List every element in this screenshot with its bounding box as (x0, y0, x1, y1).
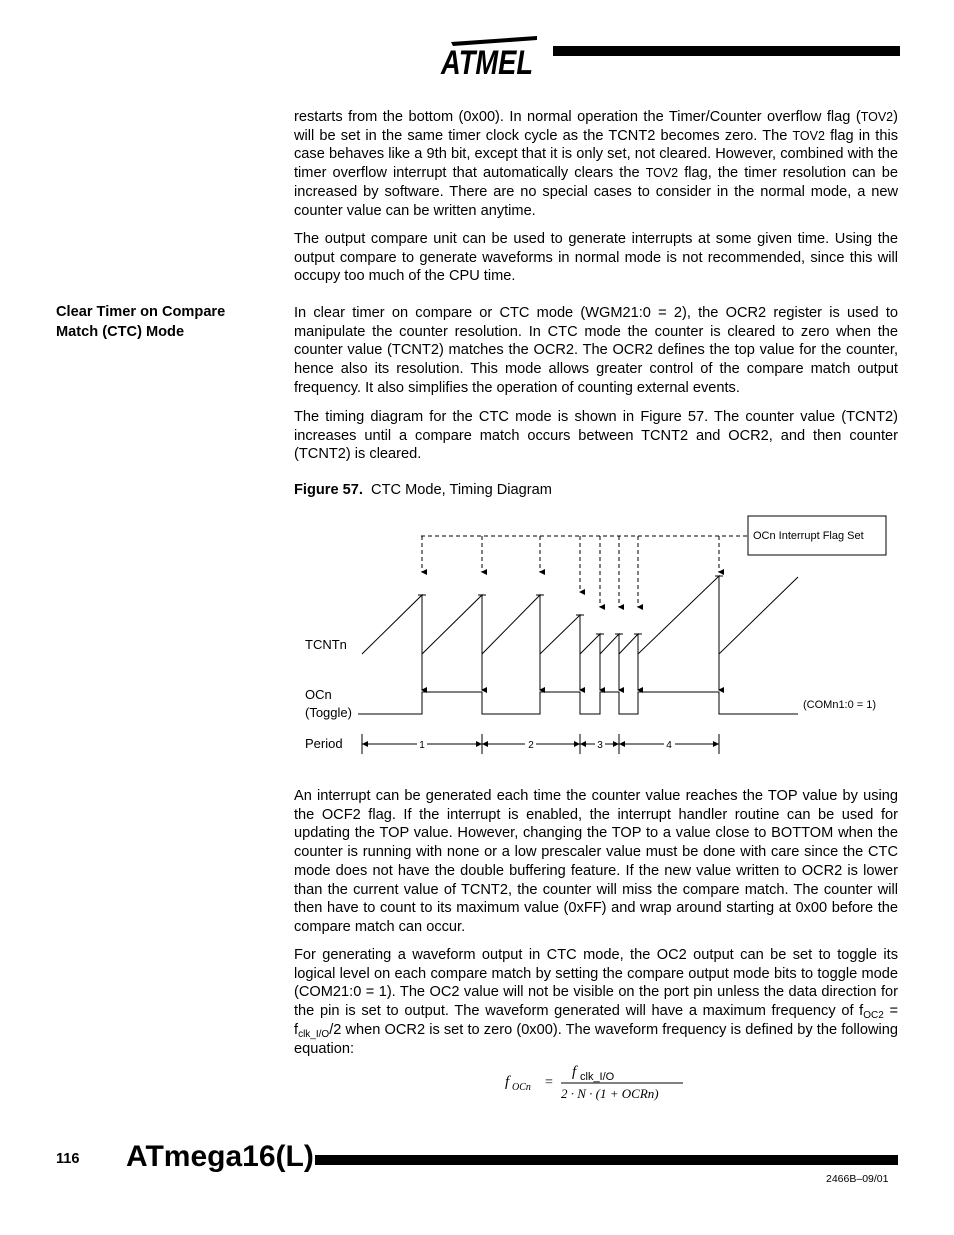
logo-text: ATMEL (440, 44, 533, 82)
ctc-timing-diagram (295, 512, 895, 762)
paragraph-output-compare: The output compare unit can be used to generate interrupts at some given time. Using the output compare to generate waveforms in normal mode is not recommended, since this will occupy too much of the CPU time. (294, 231, 898, 285)
tcnt-label: TCNTn (305, 637, 347, 652)
period-number-1: 1 (419, 740, 425, 751)
frequency-formula (503, 1058, 703, 1106)
atmel-logo (437, 30, 541, 82)
svg-text:2 · N · (1 + OCRn): 2 · N · (1 + OCRn) (561, 1086, 659, 1101)
figure-caption (294, 481, 552, 500)
compare-match-arrows (422, 654, 719, 690)
period-label: Period (305, 736, 343, 751)
header-rule (553, 46, 900, 56)
document-title: ATmega16(L) (126, 1140, 314, 1173)
interrupt-flag-label: OCn Interrupt Flag Set (753, 530, 864, 542)
paragraph-waveform-output: For generating a waveform output in CTC mode, the OC2 output can be set to toggle its logical level on each compare match by setting the compare output mode bits to toggle mode (COM21:0 = 1). The OC2 value will not be visible on the port pin unless the data direction for the pin is set to output. The waveform generated will have a maximum frequency of $f_{OC2} = f_{clk\_I/O}/2$ when OCR2 is set to zero (0x00). The waveform frequency is defined by the following equation: (294, 947, 898, 1057)
ocn-toggle-label: (Toggle) (305, 705, 352, 720)
svg-text:=: = (545, 1075, 553, 1090)
period-number-2: 2 (528, 740, 534, 751)
com-mode-label: (COMn1:0 = 1) (803, 699, 877, 711)
paragraph-normal-mode-overflow: restarts from the bottom (0x00). In normal operation the Timer/Counter overflow flag (TOV2) will be set in the same timer clock cycle as the TCNT2 becomes zero. The TOV2 flag in this case behaves like a 9th bit, except that it is only set, not cleared. However, combined with the timer overflow interrupt that automatically clears the TOV2 flag, the timer resolution can be increased by software. There are no special cases to consider in the normal mode, a new counter value can be written anytime. (294, 109, 899, 219)
footer-rule (315, 1155, 898, 1165)
period-number-3: 3 (597, 740, 603, 751)
ocn-waveform (358, 692, 798, 714)
paragraph-ctc-intro: In clear timer on compare or CTC mode (WGM21:0 = 2), the OCR2 register is used to manipulate the counter resolution. In CTC mode the counter is cleared to zero when the counter value (TCNT2) matches the OCR2. The OCR2 defines the top value for the counter, hence also its resolution. This mode allows greater control of the compare match output frequency. It also simplifies the operation of counting external events. (294, 305, 898, 396)
svg-text:f: f (572, 1064, 577, 1080)
document-code: 2466B–09/01 (826, 1173, 889, 1185)
paragraph-timing-diagram-desc: The timing diagram for the CTC mode is shown in Figure 57. The counter value (TCNT2) increases until a compare match occurs between TCNT2 and OCR2, and then counter (TCNT2) is cleared. (294, 409, 898, 463)
section-heading-ctc-mode: Clear Timer on Compare Match (CTC) Mode (56, 304, 226, 340)
ocn-label: OCn (305, 687, 332, 702)
paragraph-interrupt-top: An interrupt can be generated each time the counter value reaches the TOP value by using the OCF2 flag. If the interrupt is enabled, the interrupt handler routine can be used for updating the TOP value. However, changing the TOP to a value close to BOTTOM when the counter is running with none or a low prescaler value must be done with care since the CTC mode does not have the double buffering feature. If the new value written to OCR2 is lower than the current value of TCNT2, the counter will miss the compare match. The counter will then have to count to its maximum value (0xFF) and wrap around starting at 0x00 before the compare match can occur. (294, 788, 898, 935)
svg-text:OCn: OCn (512, 1082, 531, 1093)
period-number-4: 4 (666, 740, 672, 751)
figure-title: CTC Mode, Timing Diagram (371, 482, 552, 498)
page-number: 116 (56, 1151, 80, 1167)
svg-text:clk_I/O: clk_I/O (580, 1071, 615, 1083)
figure-label: Figure 57. (294, 482, 363, 498)
flag-arrows (422, 536, 719, 607)
svg-text:f: f (505, 1074, 510, 1090)
